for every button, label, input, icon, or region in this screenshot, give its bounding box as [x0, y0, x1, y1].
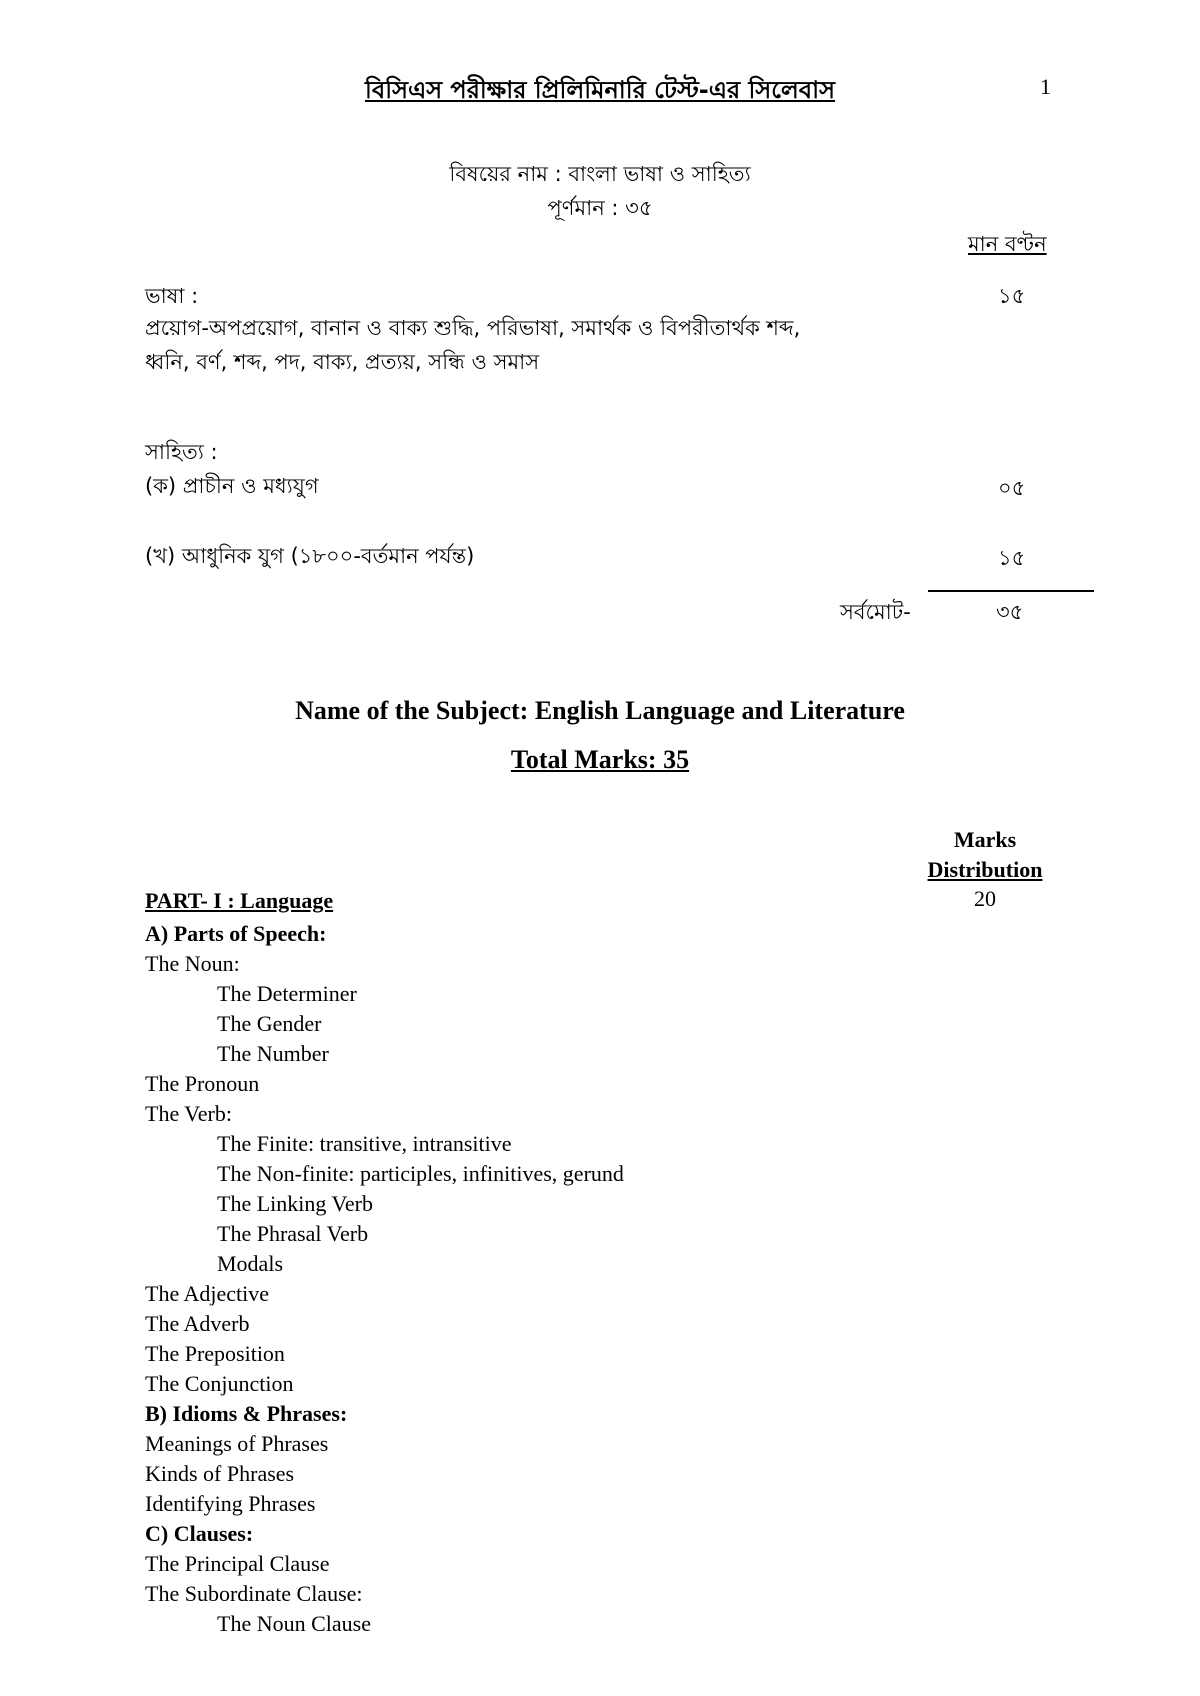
- main-title: বিসিএস পরীক্ষার প্রিলিমিনারি টেস্ট-এর সিলেবাস: [365, 76, 835, 104]
- outline-item: The Adverb: [145, 1311, 250, 1336]
- outline-item: The Noun Clause: [217, 1611, 371, 1636]
- outline-item: The Conjunction: [145, 1371, 294, 1396]
- outline-item: The Principal Clause: [145, 1551, 330, 1576]
- outline-item: The Finite: transitive, intransitive: [217, 1131, 512, 1156]
- outline-item: Identifying Phrases: [145, 1491, 316, 1516]
- outline-item: The Pronoun: [145, 1071, 260, 1096]
- outline-item: The Phrasal Verb: [217, 1221, 369, 1246]
- part-heading: PART- I : Language: [145, 888, 334, 913]
- marks-header-line-1: Marks: [953, 827, 1017, 852]
- outline-item: The Subordinate Clause:: [145, 1581, 363, 1606]
- outline-section-heading: A) Parts of Speech:: [145, 921, 327, 946]
- outline-item: The Verb:: [145, 1101, 232, 1126]
- total-value: ৩৫: [996, 600, 1024, 624]
- modern-period-marks: ১৫: [998, 546, 1026, 570]
- total-label: সর্বমোট-: [840, 600, 911, 624]
- outline-item: The Number: [217, 1041, 329, 1066]
- language-marks: ১৫: [998, 284, 1026, 308]
- english-total-marks: Total Marks: 35: [510, 745, 690, 774]
- outline-item: The Adjective: [145, 1281, 270, 1306]
- english-subject-title: Name of the Subject: English Language and Literature: [295, 696, 905, 725]
- outline-item: The Non-finite: participles, infinitives, gerund: [217, 1161, 624, 1186]
- language-heading: ভাষা :: [145, 284, 199, 308]
- outline-item: The Gender: [217, 1011, 322, 1036]
- page-number: 1: [1040, 74, 1051, 99]
- literature-heading: সাহিত্য :: [145, 440, 218, 464]
- outline-item: Modals: [217, 1251, 283, 1276]
- ancient-period-marks: ০৫: [998, 476, 1026, 500]
- bangla-distribution-header: মান বণ্টন: [968, 232, 1047, 256]
- outline-section-heading: C) Clauses:: [145, 1521, 254, 1546]
- ancient-period-item: (ক) প্রাচীন ও মধ্যযুগ: [145, 474, 319, 498]
- syllabus-outline: [145, 919, 624, 1639]
- marks-header-line-2: Distribution: [927, 857, 1043, 882]
- outline-item: The Preposition: [145, 1341, 285, 1366]
- outline-item: The Linking Verb: [217, 1191, 374, 1216]
- outline-item: The Determiner: [217, 981, 357, 1006]
- language-topics-line-2: ধ্বনি, বর্ণ, শব্দ, পদ, বাক্য, প্রত্যয়, সন্ধি ও সমাস: [145, 350, 540, 374]
- total-divider: [928, 590, 1094, 592]
- outline-item: The Noun:: [145, 951, 240, 976]
- outline-section-heading: B) Idioms & Phrases:: [145, 1401, 348, 1426]
- modern-period-item: (খ) আধুনিক যুগ (১৮০০-বর্তমান পর্যন্ত): [145, 544, 475, 568]
- outline-item: Kinds of Phrases: [145, 1461, 295, 1486]
- language-topics-line-1: প্রয়োগ-অপপ্রয়োগ, বানান ও বাক্য শুদ্ধি, পরিভাষা, সমার্থক ও বিপরীতার্থক শব্দ,: [145, 316, 801, 340]
- outline-item: Meanings of Phrases: [145, 1431, 329, 1456]
- part-marks: 20: [974, 886, 996, 911]
- bangla-subject-name: বিষয়ের নাম : বাংলা ভাষা ও সাহিত্য: [449, 162, 751, 186]
- bangla-full-marks: পূর্ণমান : ৩৫: [547, 196, 653, 220]
